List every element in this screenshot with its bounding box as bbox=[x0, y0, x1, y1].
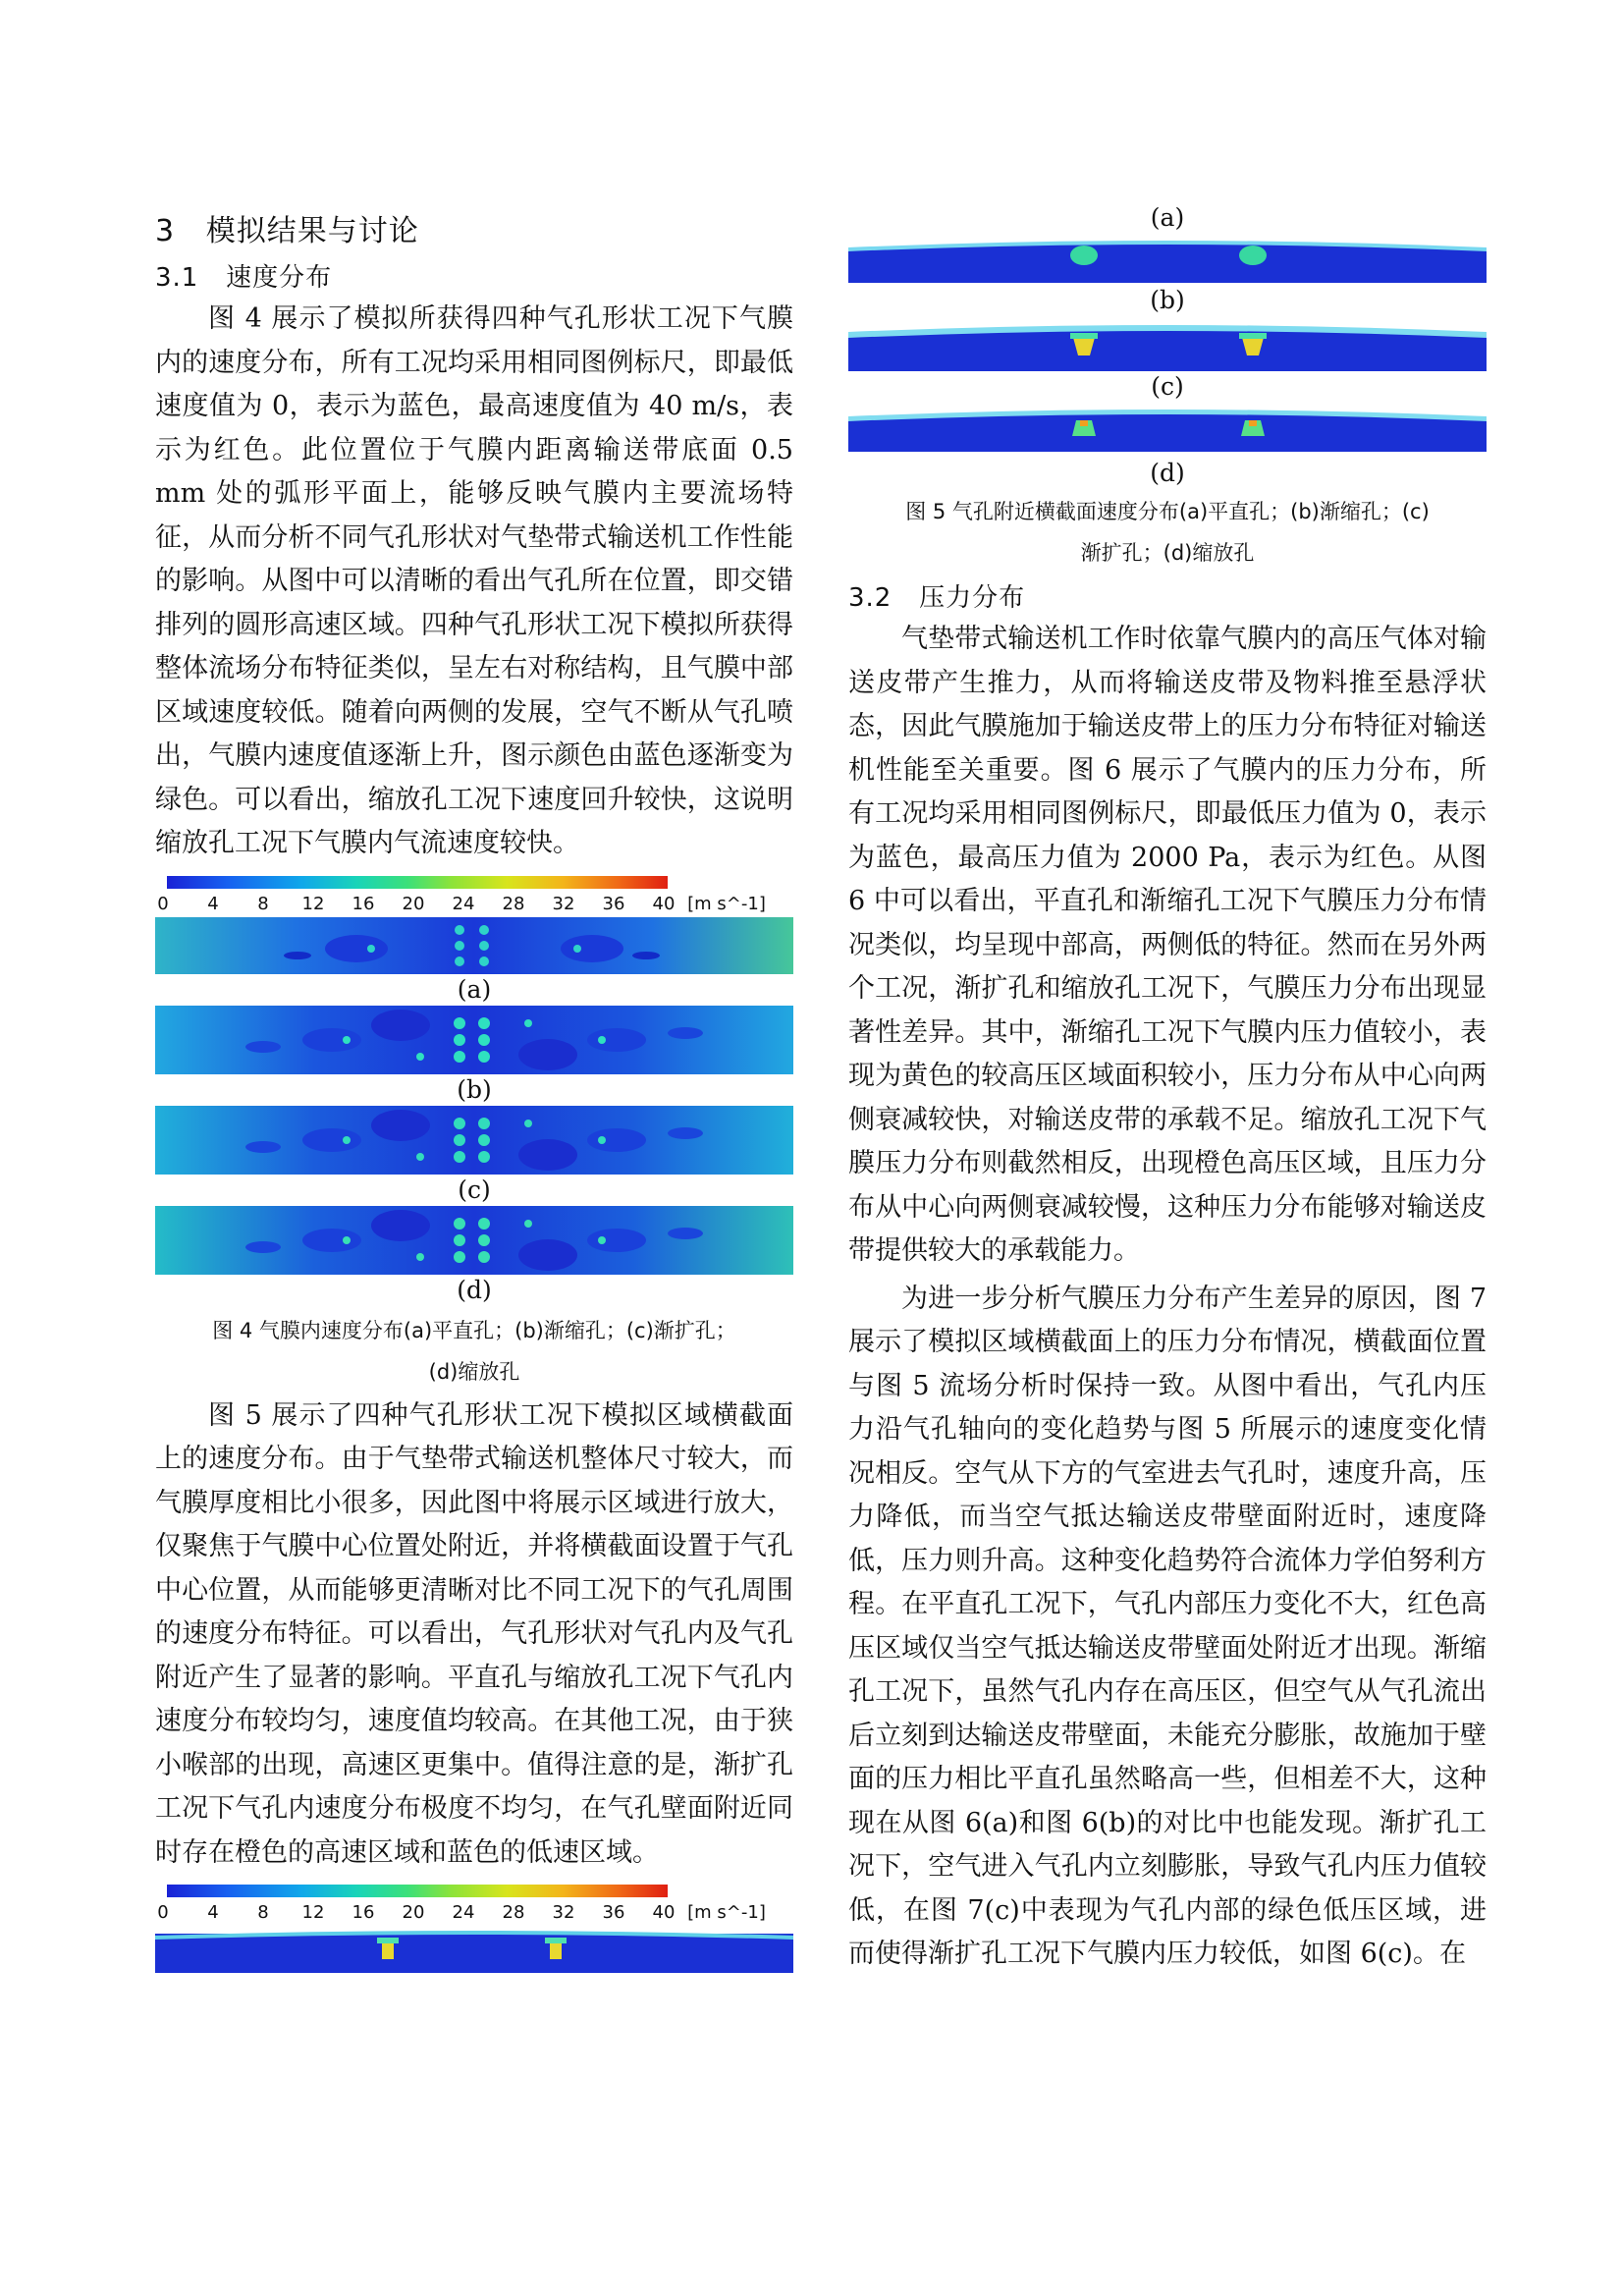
section-heading bbox=[155, 206, 793, 249]
subsection-heading-3-1 bbox=[155, 257, 793, 294]
legend-tick: 36 bbox=[602, 893, 625, 914]
color-scale-bar bbox=[167, 1885, 668, 1897]
section-number: 3 bbox=[155, 214, 176, 248]
fig5-caption-line2: 渐扩孔；(d)缩放孔 bbox=[1080, 541, 1255, 565]
fig5-contour-c bbox=[848, 403, 1487, 452]
legend-tick: 20 bbox=[402, 1902, 425, 1923]
legend-tick: 0 bbox=[157, 1902, 169, 1923]
legend-unit: [m s^-1] bbox=[687, 1902, 766, 1923]
legend-tick: 40 bbox=[652, 893, 676, 914]
fig4-label-b: (b) bbox=[457, 1074, 492, 1104]
subsection-number: 3.1 bbox=[155, 263, 199, 293]
fig4-contour-a bbox=[155, 917, 793, 974]
legend-tick: 8 bbox=[257, 1902, 269, 1923]
subsection-title: 速度分布 bbox=[226, 263, 333, 293]
legend-tick: 8 bbox=[257, 893, 269, 914]
legend-tick: 24 bbox=[452, 893, 475, 914]
legend-ticks bbox=[155, 894, 784, 917]
left-column bbox=[155, 206, 793, 1973]
fig4-contour-b bbox=[155, 1006, 793, 1074]
legend-unit: [m s^-1] bbox=[687, 893, 766, 914]
subsection-number: 3.2 bbox=[848, 583, 893, 613]
paragraph-pressure-intro: 气垫带式输送机工作时依靠气膜内的高压气体对输送皮带产生推力，从而将输送皮带及物料推至悬浮状态，因此气膜施加于输送皮带上的压力分布特征对输送机性能至关重要。图 6 展示了气膜内的压力分布，所有工况均采用相同图例标尺，即最低压力值为 0，表示为蓝色，最高压力值为 2000 Pa，表示为红色。从图 6 中可以看出，平直孔和渐缩孔工况下气膜压力分布情况类似，均呈现中部高，两侧低的特征。然而在另外两个工况，渐扩孔和缩放孔工况下，气膜压力分布出现显著性差异。其中，渐缩孔工况下气膜内压力值较小，表现为黄色的较高压区域面积较小，压力分布从中心向两侧衰减较快，对输送皮带的承载不足。缩放孔工况下气膜压力分布则截然相反，出现橙色高压区域，且压力分布从中心向两侧衰减较慢，这种压力分布能够对输送皮带提供较大的承载能力。 bbox=[848, 624, 1487, 1266]
fig4-label-d: (d) bbox=[457, 1275, 492, 1304]
legend-tick: 0 bbox=[157, 893, 169, 914]
fig5-label-a: (a) bbox=[1150, 203, 1185, 232]
figure-5-legend-area bbox=[155, 1885, 793, 1973]
legend-tick: 40 bbox=[652, 1902, 676, 1923]
velocity-legend-2 bbox=[155, 1885, 793, 1926]
legend-ticks bbox=[155, 1902, 784, 1926]
legend-tick: 16 bbox=[352, 1902, 375, 1923]
fig5-contour-a bbox=[848, 234, 1487, 285]
subsection-heading-3-2 bbox=[848, 577, 1487, 614]
velocity-legend bbox=[155, 876, 793, 917]
fig5-contour-b bbox=[848, 316, 1487, 371]
fig4-label-a: (a) bbox=[457, 974, 492, 1004]
legend-tick: 16 bbox=[352, 893, 375, 914]
section-title: 模拟结果与讨论 bbox=[205, 214, 419, 248]
fig4-caption-line2: (d)缩放孔 bbox=[428, 1359, 520, 1384]
fig5-label-c: (c) bbox=[1151, 372, 1184, 401]
fig5-contour-a-left bbox=[155, 1926, 793, 1973]
legend-tick: 28 bbox=[502, 893, 525, 914]
legend-tick: 32 bbox=[552, 1902, 575, 1923]
paragraph-fig4-intro: 图 4 展示了模拟所获得四种气孔形状工况下气膜内的速度分布，所有工况均采用相同图例标尺，即最低速度值为 0，表示为蓝色，最高速度值为 40 m/s，表示为红色。此位置位于气膜内距离输送带底面 0.5 mm 处的弧形平面上，能够反映气膜内主要流场特征，从而分析不同气孔形状对气垫带式输送机工作性能的影响。从图中可以清晰的看出气孔所在位置，即交错排列的圆形高速区域。四种气孔形状工况下模拟所获得整体流场分布特征类似，呈左右对称结构，且气膜中部区域速度较低。随着向两侧的发展，空气不断从气孔喷出，气膜内速度值逐渐上升，图示颜色由蓝色逐渐变为绿色。可以看出，缩放孔工况下速度回升较快，这说明缩放孔工况下气膜内气流速度较快。 bbox=[155, 303, 793, 858]
fig5-label-d: (d) bbox=[1150, 459, 1185, 487]
legend-tick: 32 bbox=[552, 893, 575, 914]
legend-tick: 4 bbox=[207, 893, 219, 914]
color-scale-bar bbox=[167, 876, 668, 889]
fig4-contour-d bbox=[155, 1206, 793, 1275]
fig5-label-b: (b) bbox=[1150, 286, 1185, 314]
fig4-caption-line1: 图 4 气膜内速度分布(a)平直孔；(b)渐缩孔；(c)渐扩孔； bbox=[212, 1318, 736, 1342]
legend-tick: 36 bbox=[602, 1902, 625, 1923]
subsection-title: 压力分布 bbox=[919, 583, 1026, 613]
paragraph-fig7-analysis: 为进一步分析气膜压力分布产生差异的原因，图 7 展示了模拟区域横截面上的压力分布情况，横截面位置与图 5 流场分析时保持一致。从图中看出，气孔内压力沿气孔轴向的变化趋势与图 5 所展示的速度变化情况相反。空气从下方的气室进去气孔时，速度升高，压力降低，而当空气抵达输送皮带壁面附近时，速度降低，压力则升高。这种变化趋势符合流体力学伯努利方程。在平直孔工况下，气孔内部压力变化不大，红色高压区域仅当空气抵达输送皮带壁面处附近才出现。渐缩孔工况下，虽然气孔内存在高压区，但空气从气孔流出后立刻到达输送皮带壁面，未能充分膨胀，故施加于壁面的压力相比平直孔虽然略高一些，但相差不大，这种现在从图 6(a)和图 6(b)的对比中也能发现。渐扩孔工况下，空气进入气孔内立刻膨胀，导致气孔内压力值较低，在图 7(c)中表现为气孔内部的绿色低压区域，进而使得渐扩孔工况下气膜内压力较低，如图 6(c)。在 bbox=[848, 1283, 1487, 1969]
legend-tick: 12 bbox=[301, 1902, 325, 1923]
legend-tick: 28 bbox=[502, 1902, 525, 1923]
figure-4 bbox=[155, 876, 793, 1393]
figure-5 bbox=[848, 202, 1487, 574]
paragraph-fig5-intro: 图 5 展示了四种气孔形状工况下模拟区域横截面上的速度分布。由于气垫带式输送机整体尺寸较大，而气膜厚度相比小很多，因此图中将展示区域进行放大，仅聚焦于气膜中心位置处附近，并将横截面设置于气孔中心位置，从而能够更清晰对比不同工况下的气孔周围的速度分布特征。可以看出，气孔形状对气孔内及气孔附近产生了显著的影响。平直孔与缩放孔工况下气孔内速度分布较均匀，速度值均较高。在其他工况，由于狭小喉部的出现，高速区更集中。值得注意的是，渐扩孔工况下气孔内速度分布极度不均匀，在气孔壁面附近同时存在橙色的高速区域和蓝色的低速区域。 bbox=[155, 1399, 793, 1868]
legend-tick: 20 bbox=[402, 893, 425, 914]
fig4-contour-c bbox=[155, 1106, 793, 1175]
fig5-caption-line1: 图 5 气孔附近横截面速度分布(a)平直孔；(b)渐缩孔；(c) bbox=[905, 500, 1430, 523]
fig4-label-c: (c) bbox=[458, 1175, 491, 1204]
right-column bbox=[848, 203, 1487, 1977]
legend-tick: 24 bbox=[452, 1902, 475, 1923]
legend-tick: 4 bbox=[207, 1902, 219, 1923]
legend-tick: 12 bbox=[301, 893, 325, 914]
